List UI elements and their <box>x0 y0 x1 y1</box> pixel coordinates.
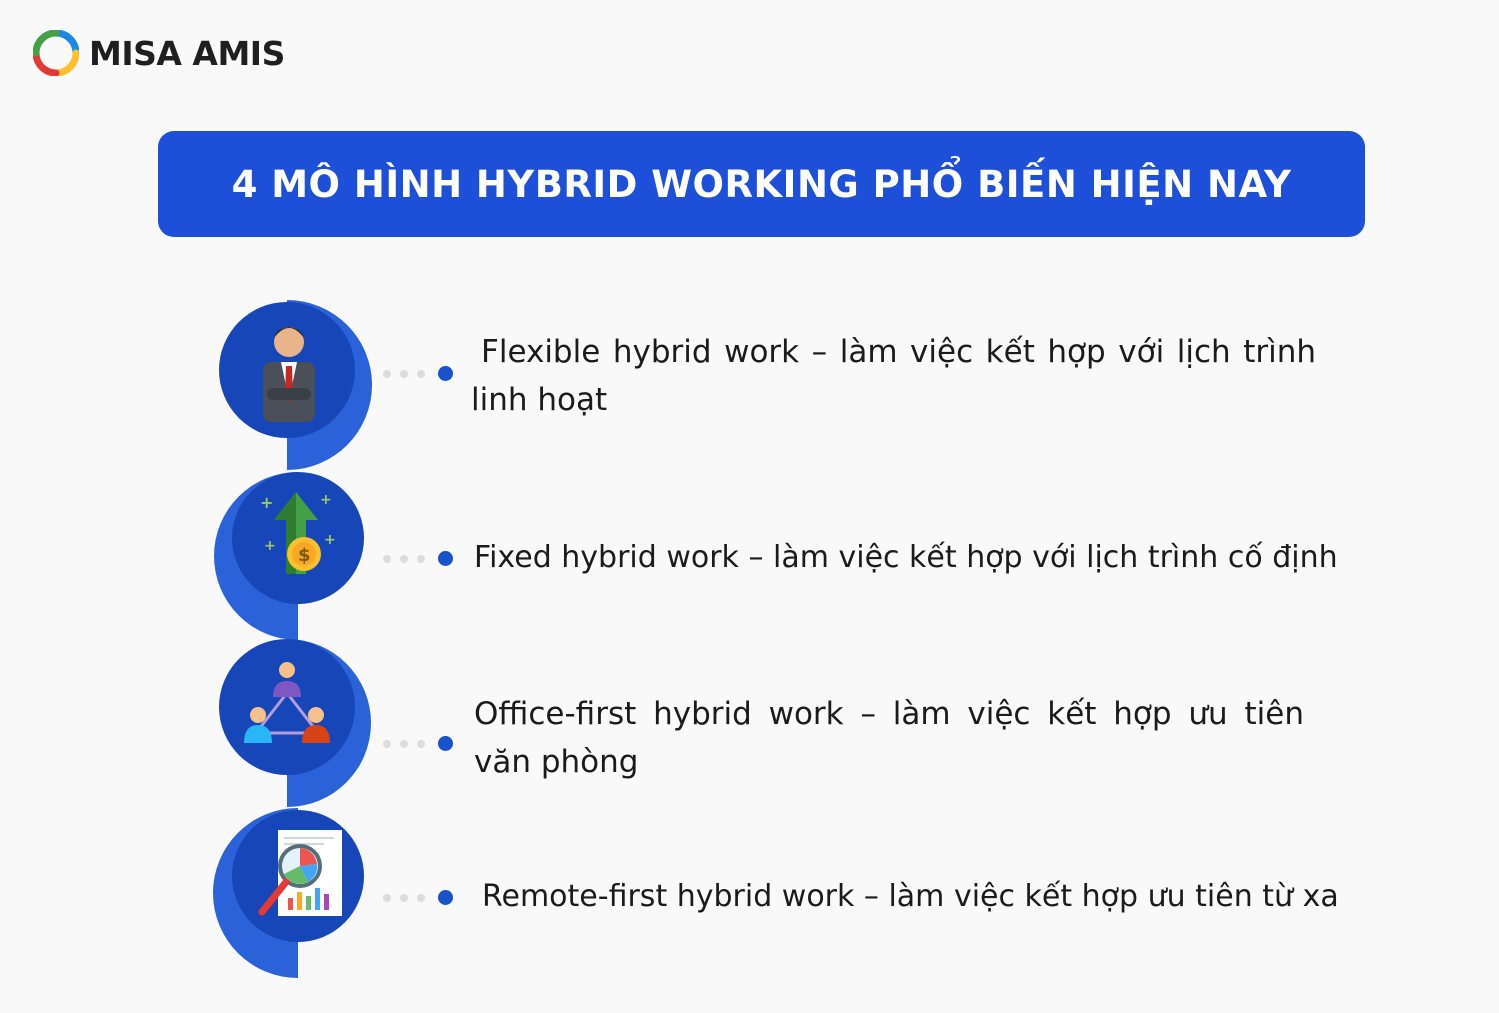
item-text: Remote-first hybrid work – làm việc kết hợp ưu tiên từ xa <box>482 879 1339 914</box>
svg-text:+: + <box>260 493 274 512</box>
connector-dots <box>383 890 453 905</box>
item-badge <box>215 637 385 812</box>
item-text: Office-first hybrid work – làm việc kết hợp ưu tiên văn phòng <box>474 696 1304 780</box>
connector-dots <box>383 366 453 381</box>
svg-text:+: + <box>320 492 332 508</box>
bullet-dot <box>438 366 453 381</box>
item-badge <box>215 300 385 475</box>
connector-dots <box>383 551 453 566</box>
page-title: 4 MÔ HÌNH HYBRID WORKING PHỔ BIẾN HIỆN NAY <box>231 162 1292 206</box>
item-text: Fixed hybrid work – làm việc kết hợp với lịch trình cố định <box>474 540 1338 575</box>
svg-text:+: + <box>264 538 276 554</box>
logo-text: MISA AMIS <box>89 33 285 73</box>
item-badge <box>212 470 382 645</box>
bullet-dot <box>438 551 453 566</box>
title-banner <box>158 131 1365 237</box>
svg-text:$: $ <box>298 545 311 566</box>
brand-logo <box>33 30 285 76</box>
misa-amis-ring-icon <box>33 30 79 76</box>
item-text: Flexible hybrid work – làm việc kết hợp với lịch trình linh hoạt <box>471 334 1316 418</box>
bullet-dot <box>438 736 453 751</box>
connector-dots <box>383 736 453 751</box>
svg-text:+: + <box>324 532 336 548</box>
bullet-dot <box>438 890 453 905</box>
item-badge <box>212 808 382 983</box>
